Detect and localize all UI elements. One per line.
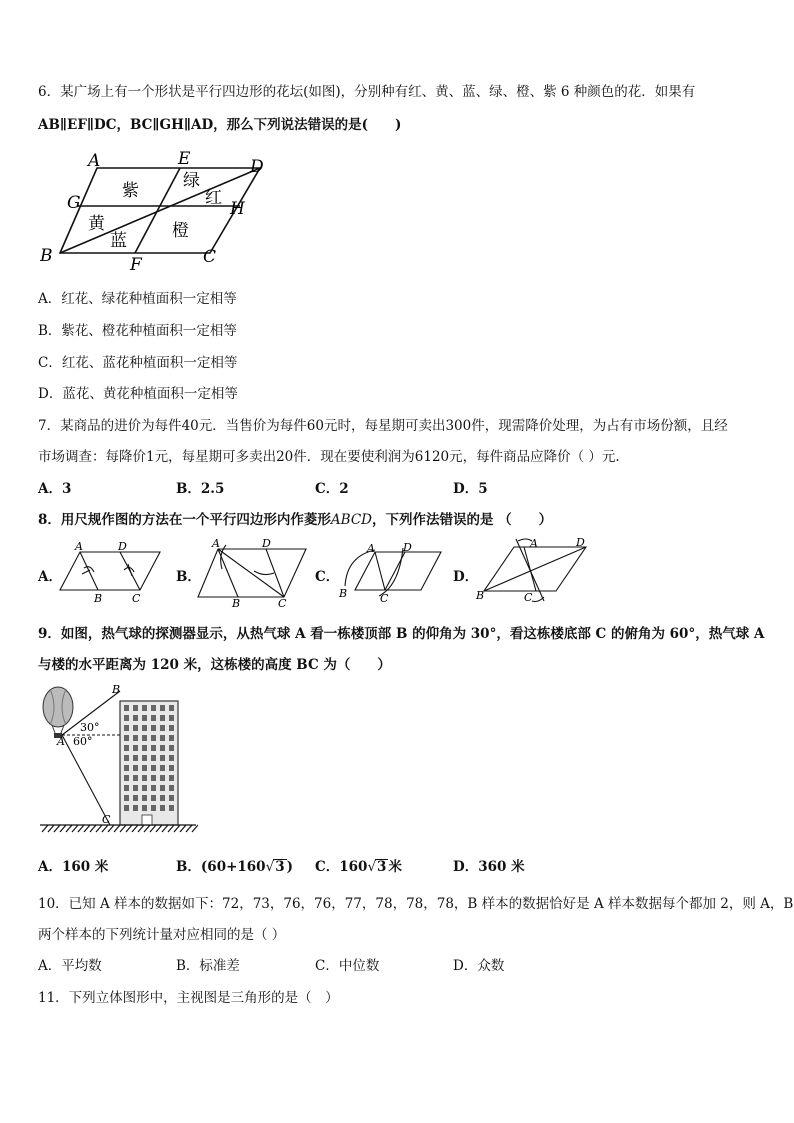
q8a-label-A: A <box>75 540 83 553</box>
q9-option-b-pre: B．(60+160 <box>176 859 266 875</box>
q6-region-red: 红 <box>205 188 222 208</box>
q8c-label-C: C <box>380 592 389 605</box>
q6-region-yellow: 黄 <box>88 214 105 234</box>
q8d-label-A: A <box>530 537 538 550</box>
q8d-label-C: C <box>524 591 533 604</box>
q6-label-G: G <box>67 193 81 213</box>
q9-option-c: C．160√3 米 <box>315 859 402 875</box>
q8a-label-B: B <box>94 592 103 605</box>
q6-label-H: H <box>230 199 245 219</box>
q8-stem-prefix: 8．用尺规作图的方法在一个平行四边形内作菱形 <box>38 512 331 528</box>
q8-stem-math: ABCD <box>330 512 372 528</box>
q8a-label-D: D <box>118 540 127 553</box>
q10-option-a: A．平均数 <box>38 958 102 974</box>
q6-option-d: D．蓝花、黄花种植面积一定相等 <box>38 386 238 402</box>
q9-option-b: B．(60+160√3 ) <box>176 859 293 875</box>
q9-option-b-post: ) <box>286 859 293 875</box>
q9-label-B: B <box>112 683 121 696</box>
q6-stem-line1: 6．某广场上有一个形状是平行四边形的花坛(如图)，分别种有红、黄、蓝、绿、橙、紫 6 种颜色的花．如果有 <box>38 84 696 100</box>
q8-option-c-figure <box>335 540 445 605</box>
q6-label-E: E <box>178 149 191 169</box>
q9-angle-60: 60° <box>73 735 93 748</box>
q6-label-C: C <box>203 247 217 267</box>
q8-option-a-letter: A． <box>38 569 62 585</box>
q7-option-c: C．2 <box>315 481 349 497</box>
q8b-label-D: D <box>262 537 271 550</box>
q6-label-B: B <box>40 246 53 266</box>
q6-region-green: 绿 <box>183 171 200 191</box>
q8d-label-D: D <box>576 536 585 549</box>
q8-stem <box>38 511 552 529</box>
q8-option-c-letter: C． <box>315 569 340 585</box>
q6-label-A: A <box>88 151 101 171</box>
q6-region-purple: 紫 <box>122 181 139 201</box>
q8d-label-B: B <box>476 589 485 602</box>
q9-option-c-radicand: 3 <box>377 859 387 875</box>
q10-option-d: D．众数 <box>453 958 505 974</box>
q6-parallelogram-figure <box>40 148 290 273</box>
q8b-label-B: B <box>232 597 241 610</box>
building-icon <box>120 701 178 825</box>
q9-balloon-building-figure <box>38 683 198 833</box>
q7-option-d: D．5 <box>453 481 488 497</box>
q10-stem-line1: 10．已知 A 样本的数据如下：72，73，76，76，77，78，78，78，B 样本的数据恰好是 A 样本数据每个都加 2，则 A，B <box>38 896 794 912</box>
q8c-label-A: A <box>367 542 375 555</box>
q8b-label-C: C <box>278 597 287 610</box>
q9-option-d: D．360 米 <box>453 859 525 875</box>
q11-stem-line1: 11．下列立体图形中，主视图是三角形的是（ ） <box>38 990 339 1006</box>
q6-option-a: A．红花、绿花种植面积一定相等 <box>38 291 237 307</box>
q9-option-b-radicand: 3 <box>275 859 285 875</box>
q6-region-orange: 橙 <box>172 221 189 241</box>
q9-stem-line2: 与楼的水平距离为 120 米，这栋楼的高度 BC 为（ ） <box>38 657 391 673</box>
q6-stem-line2: AB∥EF∥DC，BC∥GH∥AD，那么下列说法错误的是( ) <box>38 117 402 133</box>
q8b-label-A: A <box>212 537 220 550</box>
q9-stem-line1: 9．如图，热气球的探测器显示，从热气球 A 看一栋楼顶部 B 的仰角为 30°，看这栋楼底部 C 的俯角为 60°，热气球 A <box>38 626 765 642</box>
q8-option-b-figure <box>196 535 311 610</box>
q6-option-b: B．紫花、橙花种植面积一定相等 <box>38 323 237 339</box>
q9-label-A: A <box>57 735 65 748</box>
q8-option-d-figure <box>474 535 594 610</box>
q9-label-C: C <box>102 813 111 826</box>
q6-label-F: F <box>130 255 142 273</box>
q9-angle-30: 30° <box>80 721 100 734</box>
q7-option-a: A．3 <box>38 481 72 497</box>
q8c-label-B: B <box>339 587 348 600</box>
q6-region-blue: 蓝 <box>110 231 127 251</box>
q8c-label-D: D <box>403 541 412 554</box>
q7-stem-line2: 市场调查：每降价1元，每星期可多卖出20件．现在要使利润为6120元，每件商品应降价（ ）元. <box>38 449 620 465</box>
q8-option-a-figure <box>58 540 168 605</box>
q9-option-c-pre: C．160 <box>315 859 368 875</box>
q8-stem-suffix: ，下列作法错误的是 （ ） <box>371 512 553 528</box>
q8a-label-C: C <box>132 592 141 605</box>
q8-option-b-letter: B． <box>176 569 201 585</box>
q7-stem-line1: 7．某商品的进价为每件40元．当售价为每件60元时，每星期可卖出300件，现需降价处理，为占有市场份额，且经 <box>38 418 728 434</box>
q6-label-D: D <box>250 157 264 177</box>
q7-option-b: B．2.5 <box>176 481 225 497</box>
q10-option-b: B．标准差 <box>176 958 240 974</box>
q6-option-c: C．红花、蓝花种植面积一定相等 <box>38 355 238 371</box>
q9-option-a: A．160 米 <box>38 859 109 875</box>
q10-option-c: C．中位数 <box>315 958 380 974</box>
q9-option-c-post: 米 <box>388 859 402 875</box>
q8-option-d-letter: D． <box>453 569 479 585</box>
q10-stem-line2: 两个样本的下列统计量对应相同的是（ ） <box>38 927 286 943</box>
